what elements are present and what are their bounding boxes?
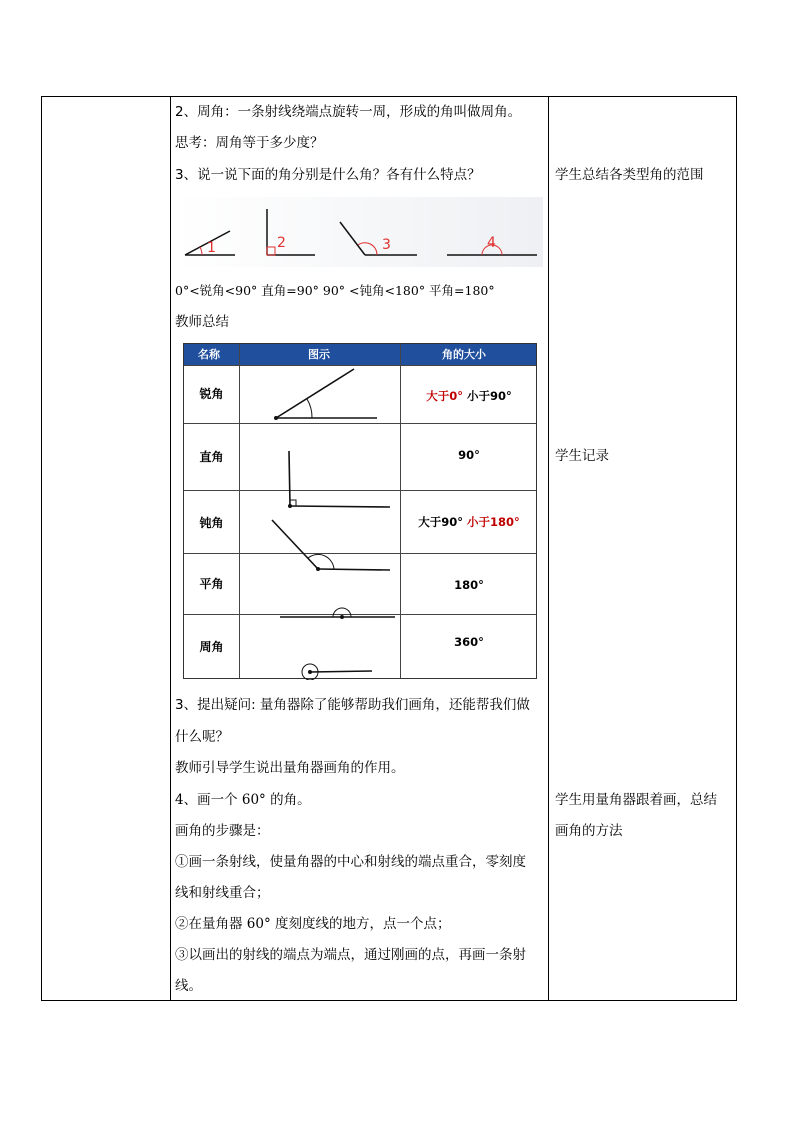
row-name-acute: 锐角 [199, 387, 224, 401]
row-size-full: 360° [454, 635, 484, 649]
header-name: 名称 [198, 348, 220, 361]
text-question-protractor-cont: 什么呢？ [175, 729, 229, 745]
row-size-obtuse: 大于90° 小于180° [418, 515, 520, 529]
column-divider-2 [548, 97, 549, 1000]
row-name-obtuse: 钝角 [199, 516, 224, 530]
text-teacher-guide: 教师引导学生说出量角器画角的作用。 [175, 760, 405, 776]
row-name-right: 直角 [199, 450, 224, 464]
text-steps-title: 画角的步骤是： [175, 823, 270, 839]
text-student-summary: 学生总结各类型角的范围 [555, 167, 704, 183]
text-step-2: ②在量角器 60° 度刻度线的地方，点一个点； [175, 916, 451, 932]
angle-summary-table [183, 343, 537, 679]
text-teacher-summary: 教师总结 [175, 314, 229, 330]
text-question-3: 3、说一说下面的角分别是什么角？各有什么特点？ [175, 167, 481, 183]
text-student-record: 学生记录 [555, 448, 609, 464]
text-step-3-cont: 线。 [175, 978, 202, 994]
row-size-right: 90° [458, 448, 480, 462]
text-angle-ranges: 0°<锐角<90° 直角=90° 90° <钝角<180° 平角=180° [175, 283, 495, 298]
angle-label-4: 4 [487, 235, 496, 251]
text-step-1: ①画一条射线，使量角器的中心和射线的端点重合，零刻度 [175, 854, 526, 870]
text-student-draw-cont: 画角的方法 [555, 823, 623, 839]
column-divider-1 [170, 97, 171, 1000]
text-step-1-cont: 线和射线重合； [175, 885, 270, 901]
four-angles-figure [175, 197, 543, 267]
angle-label-1: 1 [207, 240, 216, 256]
text-question-protractor: 3、提出疑问: 量角器除了能够帮助我们画角，还能帮我们做 [175, 697, 530, 713]
text-draw-60: 4、画一个 60° 的角。 [175, 792, 311, 808]
angle-label-3: 3 [382, 237, 391, 253]
row-size-straight: 180° [454, 578, 484, 592]
angle-table-header [184, 344, 536, 365]
angle-label-2: 2 [277, 235, 286, 251]
header-diagram: 图示 [308, 348, 330, 361]
text-step-3: ③以画出的射线的端点为端点，通过刚画的点，再画一条射 [175, 947, 526, 963]
header-size: 角的大小 [442, 348, 486, 361]
angle-diagrams [240, 366, 400, 680]
row-size-acute: 大于0° 小于90° [426, 389, 512, 403]
row-name-full: 周角 [199, 640, 224, 654]
row-name-straight: 平角 [199, 577, 224, 591]
text-student-draw: 学生用量角器跟着画，总结 [555, 792, 717, 808]
text-full-angle-def: 2、周角：一条射线绕端点旋转一周，形成的角叫做周角。 [175, 104, 522, 120]
text-think-question: 思考：周角等于多少度？ [175, 135, 324, 151]
